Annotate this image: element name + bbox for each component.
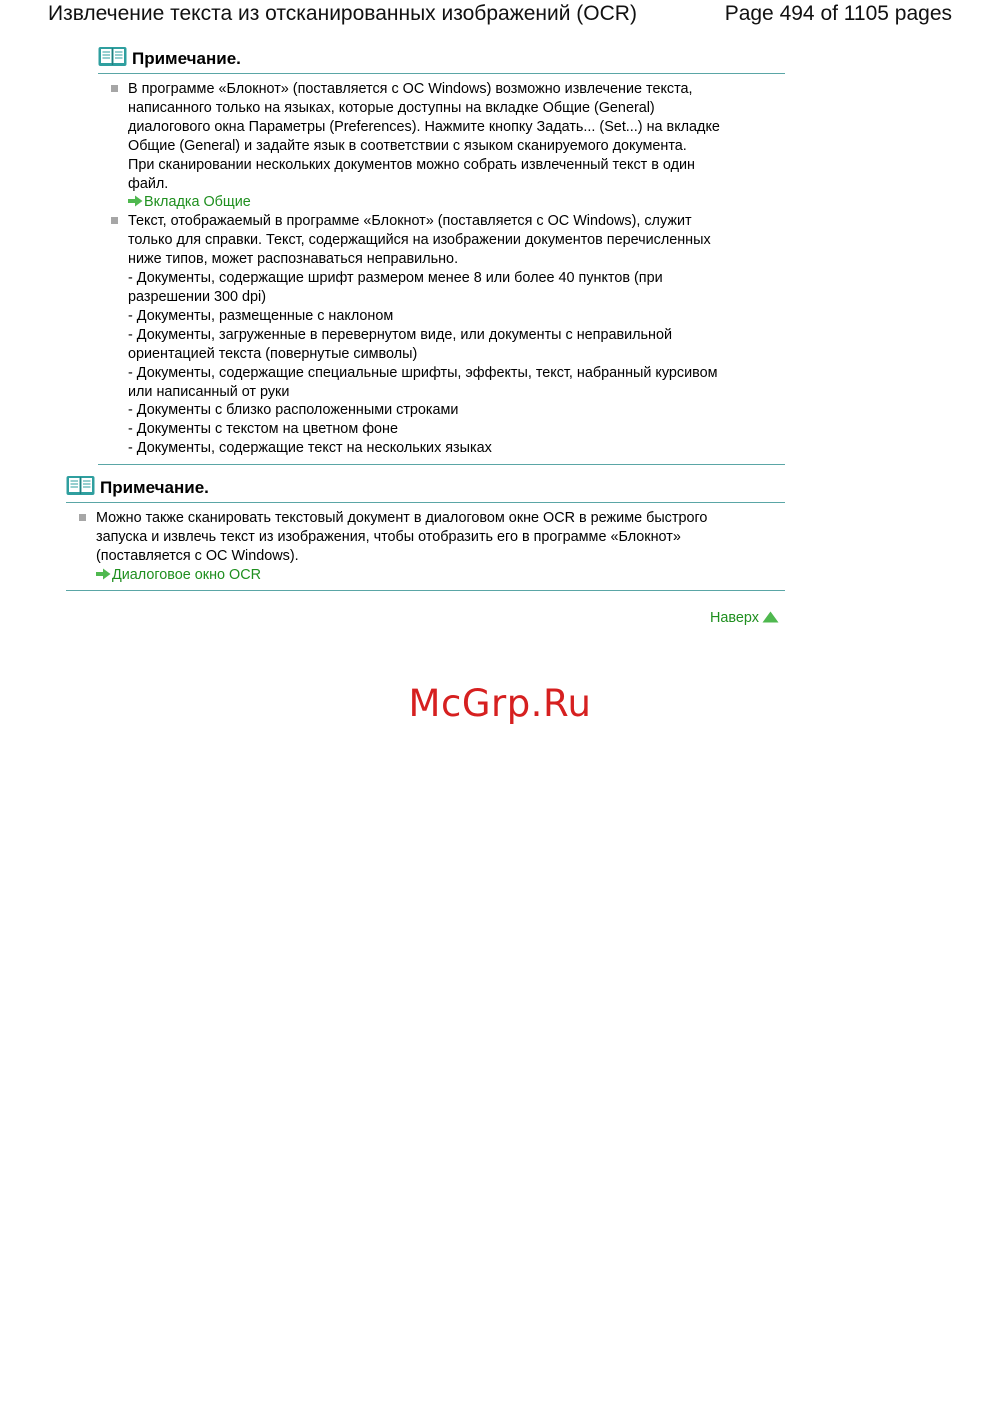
text-line: - Документы, содержащие шрифт размером менее 8 или более 40 пунктов (при	[128, 270, 663, 287]
note-divider	[66, 590, 785, 591]
note-box-2	[66, 474, 785, 591]
text-line: - Документы с близко расположенными строками	[128, 402, 459, 419]
arrow-up-icon	[762, 611, 779, 623]
text-line: Текст, отображаемый в программе «Блокнот» (поставляется с ОС Windows), служит	[128, 213, 692, 230]
text-line: (поставляется с ОС Windows).	[96, 547, 299, 564]
note-box-1	[98, 45, 785, 465]
text-line: ориентацией текста (повернутые символы)	[128, 345, 418, 362]
book-icon	[66, 475, 95, 496]
text-line: написанного только на языках, которые доступны на вкладке Общие (General)	[128, 99, 655, 116]
text-line: - Документы, содержащие текст на нескольких языках	[128, 440, 492, 457]
text-line: только для справки. Текст, содержащийся на изображении документов перечисленных	[128, 232, 711, 249]
text-line: или написанный от руки	[128, 383, 290, 400]
link-label: Диалоговое окно OCR	[112, 566, 262, 583]
back-to-top-link[interactable]	[710, 609, 779, 628]
bullet-square-icon	[79, 514, 86, 521]
text-line: запуска и извлечь текст из изображения, чтобы отобразить его в программе «Блокнот»	[96, 528, 681, 545]
watermark-text: McGrp.Ru	[408, 682, 592, 725]
text-line: В программе «Блокнот» (поставляется с ОС Windows) возможно извлечение текста,	[128, 81, 693, 97]
note-header	[98, 45, 785, 74]
list-item	[98, 212, 785, 458]
text-line: ниже типов, может распознаваться неправильно.	[128, 251, 459, 268]
back-to-top-label: Наверх	[710, 610, 759, 626]
text-line: - Документы, загруженные в перевернутом виде, или документы с неправильной	[128, 326, 673, 343]
text-line: Можно также сканировать текстовый документ в диалоговом окне OCR в режиме быстрого	[96, 510, 708, 526]
arrow-right-icon	[128, 195, 143, 207]
note-body	[66, 503, 785, 590]
link-label: Вкладка Общие	[144, 194, 251, 211]
bullet-square-icon	[111, 217, 118, 224]
list-item	[66, 509, 785, 585]
bullet-square-icon	[111, 85, 118, 92]
text-line: При сканировании нескольких документов можно собрать извлеченный текст в один	[128, 156, 695, 173]
text-line: файл.	[128, 175, 169, 192]
note-title: Примечание.	[100, 478, 209, 497]
link-ocr-dialog[interactable]	[96, 566, 261, 585]
link-general-tab[interactable]	[128, 193, 251, 212]
note-header	[66, 474, 785, 503]
text-line: Общие (General) и задайте язык в соответствии с языком сканируемого документа.	[128, 137, 687, 154]
list-item	[98, 80, 785, 212]
arrow-right-icon	[96, 568, 111, 580]
book-icon	[98, 46, 127, 67]
text-line: разрешении 300 dpi)	[128, 288, 267, 305]
page-number: Page 494 of 1105 pages	[724, 2, 952, 25]
note-title: Примечание.	[132, 49, 241, 68]
text-line: диалогового окна Параметры (Preferences). Нажмите кнопку Задать... (Set...) на вкладке	[128, 118, 720, 135]
note-body	[98, 74, 785, 464]
text-line: - Документы, размещенные с наклоном	[128, 307, 394, 324]
text-line: - Документы с текстом на цветном фоне	[128, 421, 398, 438]
page-header-title: Извлечение текста из отсканированных изображений (OCR)	[48, 2, 637, 25]
text-line: - Документы, содержащие специальные шрифты, эффекты, текст, набранный курсивом	[128, 364, 718, 381]
note-divider	[98, 464, 785, 465]
